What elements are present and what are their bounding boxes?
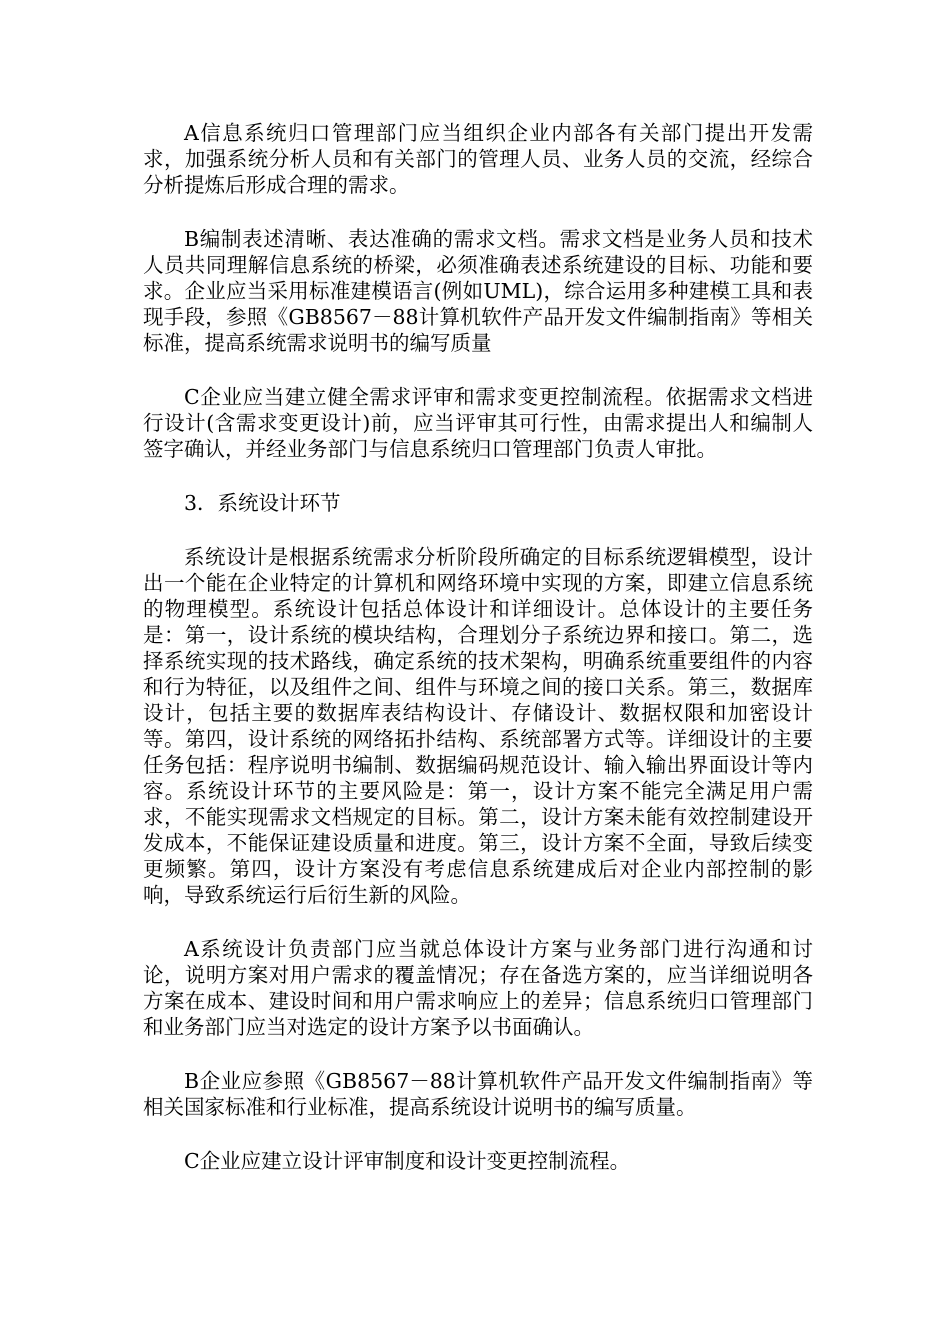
paragraph-requirements-a: A信息系统归口管理部门应当组织企业内部各有关部门提出开发需求，加强系统分析人员和有关部门的管理人员、业务人员的交流，经综合分析提炼后形成合理的需求。 — [143, 121, 813, 197]
paragraph-design-c: C企业应建立设计评审制度和设计变更控制流程。 — [184, 1149, 631, 1173]
document-body — [143, 120, 813, 1202]
paragraph-requirements-c: C企业应当建立健全需求评审和需求变更控制流程。依据需求文档进行设计(含需求变更设计)前，应当评审其可行性，由需求提出人和编制人签字确认，并经业务部门与信息系统归口管理部门负责人审批。 — [143, 385, 813, 461]
paragraph-design-a: A系统设计负责部门应当就总体设计方案与业务部门进行沟通和讨论，说明方案对用户需求的覆盖情况；存在备选方案的，应当详细说明各方案在成本、建设时间和用户需求响应上的差异；信息系统归口管理部门和业务部门应当对选定的设计方案予以书面确认。 — [143, 937, 813, 1039]
paragraph-requirements-b: B编制表述清晰、表达准确的需求文档。需求文档是业务人员和技术人员共同理解信息系统的桥梁，必须准确表述系统建设的目标、功能和要求。企业应当采用标准建模语言(例如UML)，综合运用多种建模工具和表现手段，参照《GB8567－88计算机软件产品开发文件编制指南》等相关标准，提高系统需求说明书的编写质量 — [143, 227, 813, 355]
paragraph-design-overview: 系统设计是根据系统需求分析阶段所确定的目标系统逻辑模型，设计出一个能在企业特定的计算机和网络环境中实现的方案，即建立信息系统的物理模型。系统设计包括总体设计和详细设计。总体设计的主要任务是：第一，设计系统的模块结构，合理划分子系统边界和接口。第二，选择系统实现的技术路线，确定系统的技术架构，明确系统重要组件的内容和行为特征，以及组件之间、组件与环境之间的接口关系。第三，数据库设计，包括主要的数据库表结构设计、存储设计、数据权限和加密设计等。第四，设计系统的网络拓扑结构、系统部署方式等。详细设计的主要任务包括：程序说明书编制、数据编码规范设计、输入输出界面设计等内容。系统设计环节的主要风险是：第一，设计方案不能完全满足用户需求，不能实现需求文档规定的目标。第二，设计方案未能有效控制建设开发成本，不能保证建设质量和进度。第三，设计方案不全面，导致后续变更频繁。第四，设计方案没有考虑信息系统建成后对企业内部控制的影响，导致系统运行后衍生新的风险。 — [143, 545, 813, 907]
section-heading: 3．系统设计环节 — [184, 491, 341, 515]
paragraph-design-b: B企业应参照《GB8567－88计算机软件产品开发文件编制指南》等相关国家标准和行业标准，提高系统设计说明书的编写质量。 — [143, 1069, 813, 1119]
